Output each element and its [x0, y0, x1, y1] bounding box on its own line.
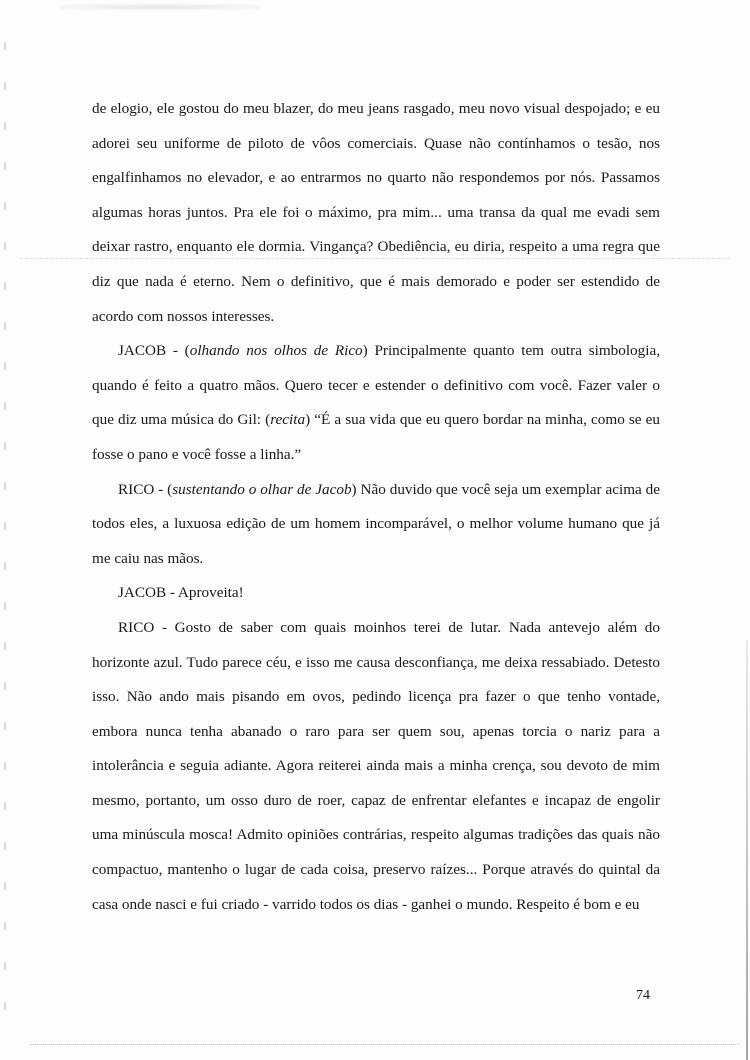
- paragraph-1: [92, 92, 660, 334]
- page-number: 74: [636, 988, 650, 1003]
- scan-edge-shadow: [746, 640, 748, 1060]
- stage-direction: sustentando o olhar de Jacob: [172, 480, 352, 498]
- dialogue-text: ) Não duvido que você seja um exemplar acima de todos eles, a luxuosa edição de um homem incomparável, o melhor volume humano que já me caiu nas mãos.: [92, 480, 660, 567]
- scan-smudge: [60, 4, 260, 10]
- dialogue-text: RICO - Gosto de saber com quais moinhos terei de lutar. Nada antevejo além do horizonte azul. Tudo parece céu, e isso me causa desconfiança, me deixa ressabiado. Detesto isso. Não ando mais pisando em ovos, pedindo licença pra fazer o que tenho vontade, embora nunca tenha abanado o raro para ser quem sou, apenas torcia o nariz para a intolerância e seguia adiante. Agora reiterei ainda mais a minha crença, sou devoto de mim mesmo, portanto, um osso duro de roer, capaz de enfrentar elefantes e incapaz de engolir uma minúscula mosca! Admito opiniões contrárias, respeito algumas tradições das quais não compactuo, mantenho o lugar de cada coisa, preservo raízes... Porque através do quintal da casa onde nasci e fui criado - varrido todos os dias - ganhei o mundo. Respeito é bom e eu: [92, 618, 660, 913]
- dialogue-text: ) “É a sua vida que eu quero bordar na minha, como se eu fosse o pano e você fosse a linha.”: [92, 411, 660, 463]
- speaker-text: RICO - (: [118, 480, 173, 498]
- dialogue-text: JACOB - Aproveita!: [118, 584, 244, 602]
- paragraph-text: de elogio, ele gostou do meu blazer, do meu jeans rasgado, meu novo visual despojado; e eu adorei seu uniforme de piloto de vôos comerciais. Quase não contínhamos o tesão, nos engalfinhamos no elevador, e ao entrarmos no quarto não respondemos por nós. Passamos algumas horas juntos. Pra ele foi o máximo, pra mim... uma transa da qual me evadi sem deixar rastro, enquanto ele dormia. Vingança? Obediência, eu diria, respeito a uma regra que diz que nada é eterno. Nem o definitivo, que é mais demorado e poder ser estendido de acordo com nossos interesses.: [92, 100, 660, 325]
- paragraph-3: [92, 473, 660, 577]
- paragraph-4: [92, 576, 660, 611]
- stage-direction: olhando nos olhos de Rico: [189, 342, 363, 360]
- paragraph-2: [92, 334, 660, 472]
- dialogue-text: ) Principalmente quanto tem outra simbologia, quando é feito a quatro mãos. Quero tecer e estender o definitivo com você. Fazer valer o que diz uma música do Gil: (: [92, 342, 660, 429]
- speaker-text: JACOB - (: [118, 342, 190, 360]
- scan-bottom-line: [30, 1044, 740, 1045]
- page-body-text: [92, 92, 660, 922]
- stage-direction: recita: [270, 411, 306, 429]
- scan-margin-marks: [4, 20, 6, 1040]
- paragraph-5: [92, 611, 660, 922]
